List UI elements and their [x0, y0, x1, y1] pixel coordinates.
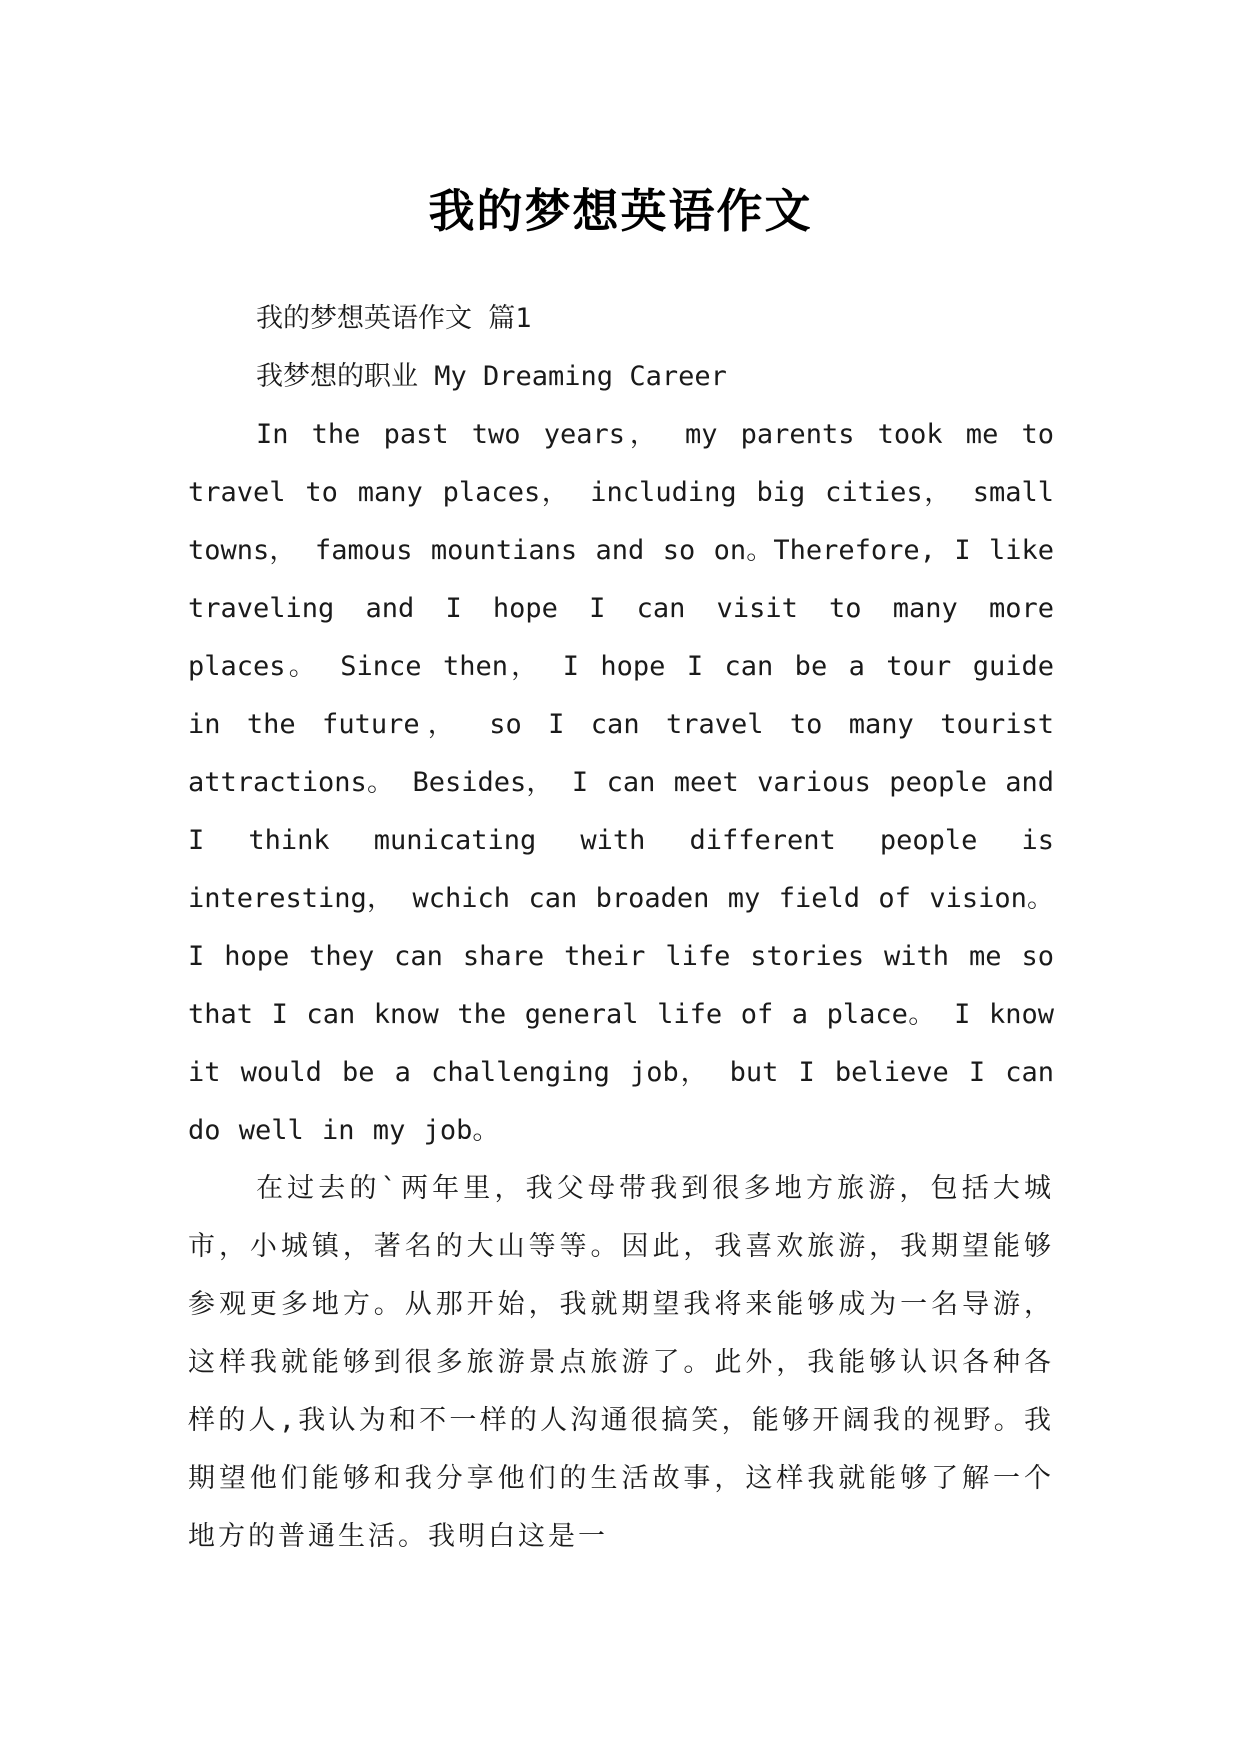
section-heading: 我的梦想英语作文 篇1: [256, 303, 532, 334]
paragraph-chinese: 在过去的`两年里，我父母带我到很多地方旅游，包括大城市，小城镇，著名的大山等等。因此，我喜欢旅游，我期望能够参观更多地方。从那开始，我就期望我将来能够成为一名导游，这样我就能够到很多旅游景点旅游了。此外，我能够认识各种各样的人,我认为和不一样的人沟通很搞笑，能够开阔我的视野。我期望他们能够和我分享他们的生活故事，这样我就能够了解一个地方的普通生活。我明白这是一: [188, 1173, 1054, 1552]
document-body: [188, 290, 1054, 1566]
paragraph-english: In the past two years， my parents took me to travel to many places， including big cities， small towns， famous mountians and so on。Therefore, I like traveling and I hope I can visit to many more places。 Since then， I hope I can be a tour guide in the future， so I can travel to many tourist attractions。 Besides， I can meet various people and I think municating with different people is interesting， wchich can broaden my field of vision。 I hope they can share their life stories with me so that I can know the general life of a place。 I know it would be a challenging job， but I believe I can do well in my job。: [188, 419, 1054, 1146]
document-title: 我的梦想英语作文: [428, 183, 813, 238]
section-subheading: 我梦想的职业 My Dreaming Career: [256, 361, 727, 392]
